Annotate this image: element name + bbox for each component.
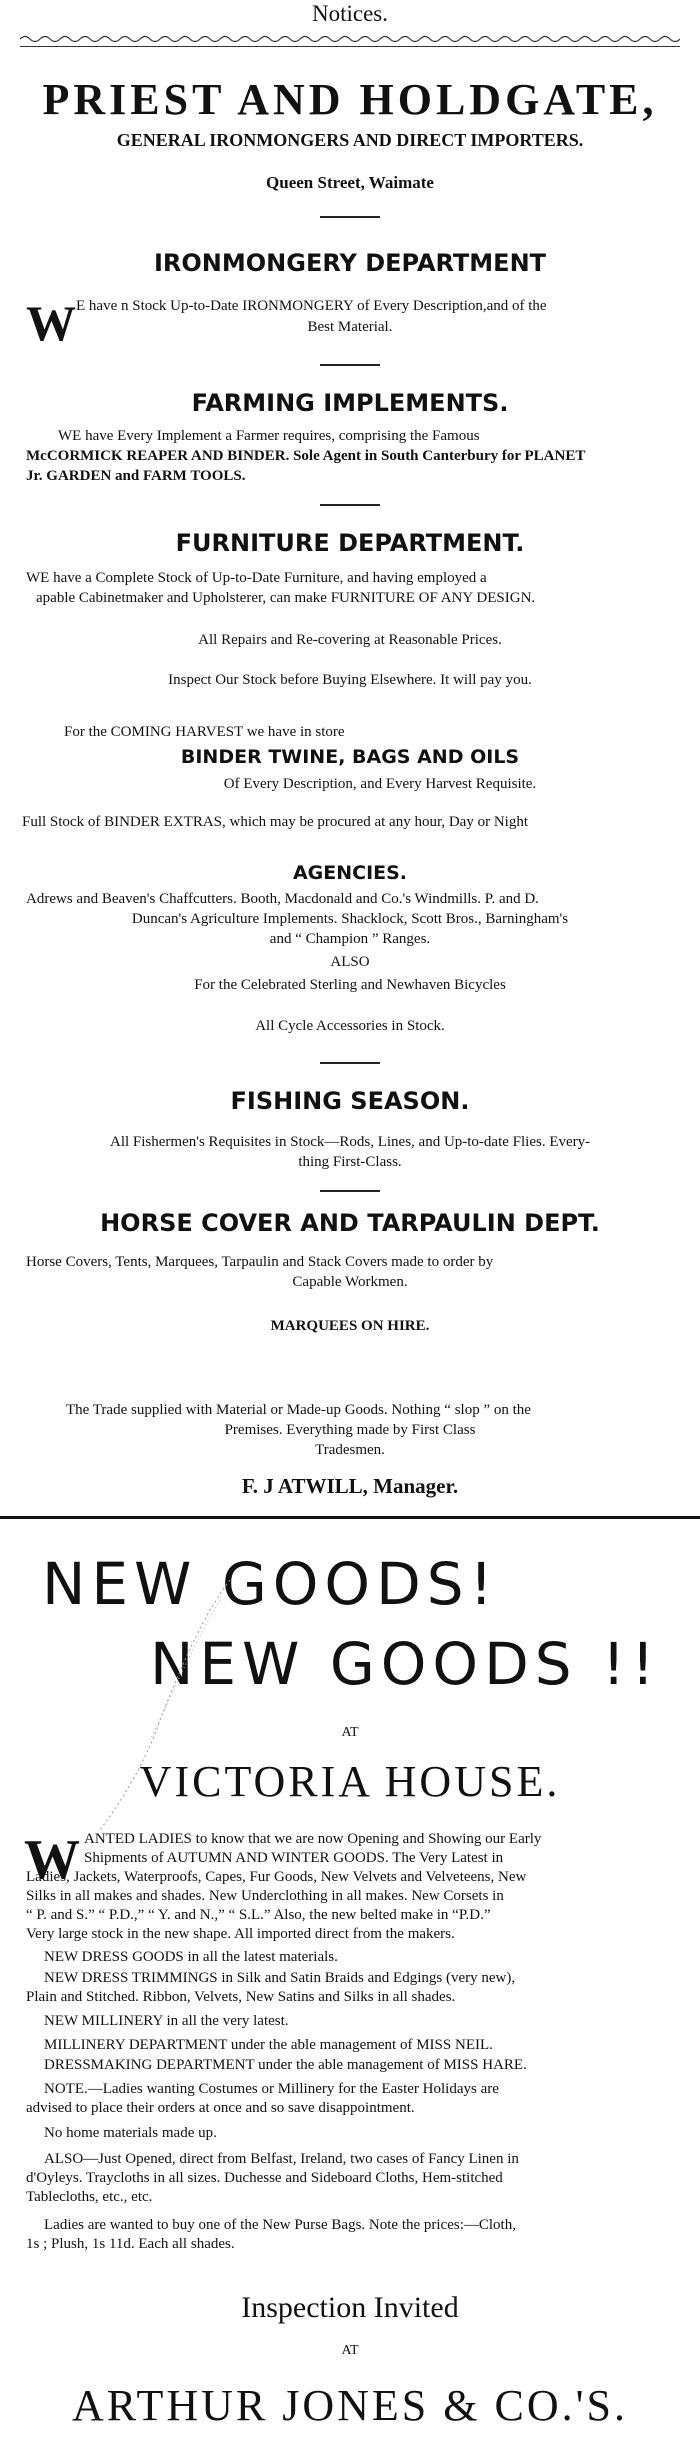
paragraph-line: No home materials made up. <box>44 2125 217 2141</box>
agencies-line: Adrews and Beaven's Chaffcutters. Booth, Macdonald and Co.'s Windmills. P. and D. <box>26 891 539 907</box>
harvest-line: For the COMING HARVEST we have in store <box>64 724 345 740</box>
trade-line: Premises. Everything made by First Class <box>224 1422 476 1438</box>
paragraph-line: NEW DRESS GOODS in all the latest materials. <box>44 1949 338 1965</box>
paragraph-line: NOTE.—Ladies wanting Costumes or Millinery for the Easter Holidays are <box>44 2081 499 2097</box>
drop-cap: W <box>26 295 76 351</box>
agencies-heading: AGENCIES. <box>292 862 408 884</box>
horse-line: Horse Covers, Tents, Marquees, Tarpaulin and Stack Covers made to order by <box>26 1254 494 1270</box>
inspection-invited: Inspection Invited <box>241 2291 459 2324</box>
paragraph-line: advised to place their orders at once and so save disappointment. <box>26 2100 415 2116</box>
paragraph-line: ALSO—Just Opened, direct from Belfast, Ireland, two cases of Fancy Linen in <box>44 2151 519 2167</box>
paragraph-line: “ P. and S.” “ P.D.,” “ Y. and N.,” “ S.L.” Also, the new belted make in “P.D.” <box>26 1907 491 1923</box>
paragraph-line: Ladies, Jackets, Waterproofs, Capes, Fur Goods, New Velvets and Velveteens, New <box>26 1869 527 1885</box>
divider <box>320 216 380 218</box>
agencies-line: and “ Champion ” Ranges. <box>269 931 431 947</box>
ironmongery-line: Best Material. <box>307 319 393 335</box>
horse-line: MARQUEES ON HIRE. <box>270 1318 430 1334</box>
paragraph-line: Plain and Stitched. Ribbon, Velvets, New Satins and Silks in all shades. <box>26 1989 456 2005</box>
paragraph-line: 1s ; Plush, 1s 11d. Each all shades. <box>26 2236 235 2252</box>
trade-line: The Trade supplied with Material or Made-up Goods. Nothing “ slop ” on the <box>66 1402 531 1418</box>
notices-header: Notices. <box>311 1 388 26</box>
paragraph-line: DRESSMAKING DEPARTMENT under the able management of MISS HARE. <box>44 2057 527 2073</box>
victoria-house-title: VICTORIA HOUSE. <box>139 1757 561 1806</box>
harvest-heading: BINDER TWINE, BAGS AND OILS <box>180 746 520 768</box>
firm-address: Queen Street, Waimate <box>266 173 434 192</box>
top-rule <box>20 46 680 47</box>
paragraph-line: Tablecloths, etc., etc. <box>26 2189 153 2205</box>
ironmongery-heading: IRONMONGERY DEPARTMENT <box>153 249 547 277</box>
farming-line: WE have Every Implement a Farmer requires, comprising the Famous <box>58 428 480 444</box>
divider <box>320 364 380 366</box>
arthur-jones-firm: ARTHUR JONES & CO.'S. <box>71 2381 629 2430</box>
farming-heading: FARMING IMPLEMENTS. <box>191 389 509 417</box>
paragraph-line: MILLINERY DEPARTMENT under the able management of MISS NEIL. <box>44 2037 493 2053</box>
agencies-line: For the Celebrated Sterling and Newhaven Bicycles <box>194 977 506 993</box>
paragraph-line: ANTED LADIES to know that we are now Opening and Showing our Early <box>84 1831 542 1847</box>
divider <box>320 504 380 506</box>
drop-cap: W <box>24 1829 80 1891</box>
at-label: AT <box>341 2343 359 2358</box>
paragraph-line: NEW DRESS TRIMMINGS in Silk and Satin Braids and Edgings (very new), <box>44 1970 516 1986</box>
section-divider <box>0 1516 700 1519</box>
banner-new-goods: NEW GOODS !! <box>150 1630 661 1698</box>
paragraph-line: Shipments of AUTUMN AND WINTER GOODS. The Very Latest in <box>84 1850 504 1866</box>
harvest-line: Full Stock of BINDER EXTRAS, which may be procured at any hour, Day or Night <box>22 814 528 830</box>
furniture-line: Inspect Our Stock before Buying Elsewhere. It will pay you. <box>168 672 532 688</box>
banner-new-goods: NEW GOODS! <box>42 1550 499 1618</box>
at-label: AT <box>341 1725 359 1740</box>
divider <box>320 1062 380 1064</box>
scratch-marks <box>60 1560 260 1860</box>
fishing-line: All Fishermen's Requisites in Stock—Rods, Lines, and Up-to-date Flies. Every- <box>110 1134 591 1150</box>
ironmongery-line: E have n Stock Up-to-Date IRONMONGERY of Every Description,and of the <box>76 298 547 314</box>
paragraph-line: Silks in all makes and shades. New Underclothing in all makes. New Corsets in <box>26 1888 504 1904</box>
horse-line: Capable Workmen. <box>292 1274 408 1290</box>
agencies-line: All Cycle Accessories in Stock. <box>255 1018 445 1034</box>
horse-heading: HORSE COVER AND TARPAULIN DEPT. <box>100 1209 600 1237</box>
trade-line: Tradesmen. <box>315 1442 385 1458</box>
paragraph-line: d'Oyleys. Traycloths in all sizes. Duchesse and Sideboard Cloths, Hem-stitched <box>26 2170 503 2186</box>
fishing-line: thing First-Class. <box>298 1154 402 1170</box>
firm-subtitle: GENERAL IRONMONGERS AND DIRECT IMPORTERS. <box>116 130 584 150</box>
harvest-line: Of Every Description, and Every Harvest Requisite. <box>223 776 537 792</box>
wavy-divider <box>20 34 680 44</box>
paragraph-line: Very large stock in the new shape. All imported direct from the makers. <box>26 1926 455 1942</box>
fishing-heading: FISHING SEASON. <box>230 1087 470 1115</box>
agencies-line: Duncan's Agriculture Implements. Shacklock, Scott Bros., Barningham's <box>131 911 569 927</box>
farming-line: Jr. GARDEN and FARM TOOLS. <box>26 468 246 484</box>
manager-signature: F. J ATWILL, Manager. <box>241 1474 459 1498</box>
furniture-line: apable Cabinetmaker and Upholsterer, can make FURNITURE OF ANY DESIGN. <box>36 590 536 606</box>
paragraph-line: Ladies are wanted to buy one of the New Purse Bags. Note the prices:—Cloth, <box>44 2217 516 2233</box>
firm-name: PRIEST AND HOLDGATE, <box>42 75 658 124</box>
furniture-line: WE have a Complete Stock of Up-to-Date Furniture, and having employed a <box>26 570 487 586</box>
furniture-line: All Repairs and Re-covering at Reasonable Prices. <box>198 632 502 648</box>
agencies-also: ALSO <box>330 954 370 970</box>
furniture-heading: FURNITURE DEPARTMENT. <box>175 529 525 557</box>
farming-line: McCORMICK REAPER AND BINDER. Sole Agent in South Canterbury for PLANET <box>26 448 586 464</box>
paragraph-line: NEW MILLINERY in all the very latest. <box>44 2013 289 2029</box>
divider <box>320 1190 380 1192</box>
